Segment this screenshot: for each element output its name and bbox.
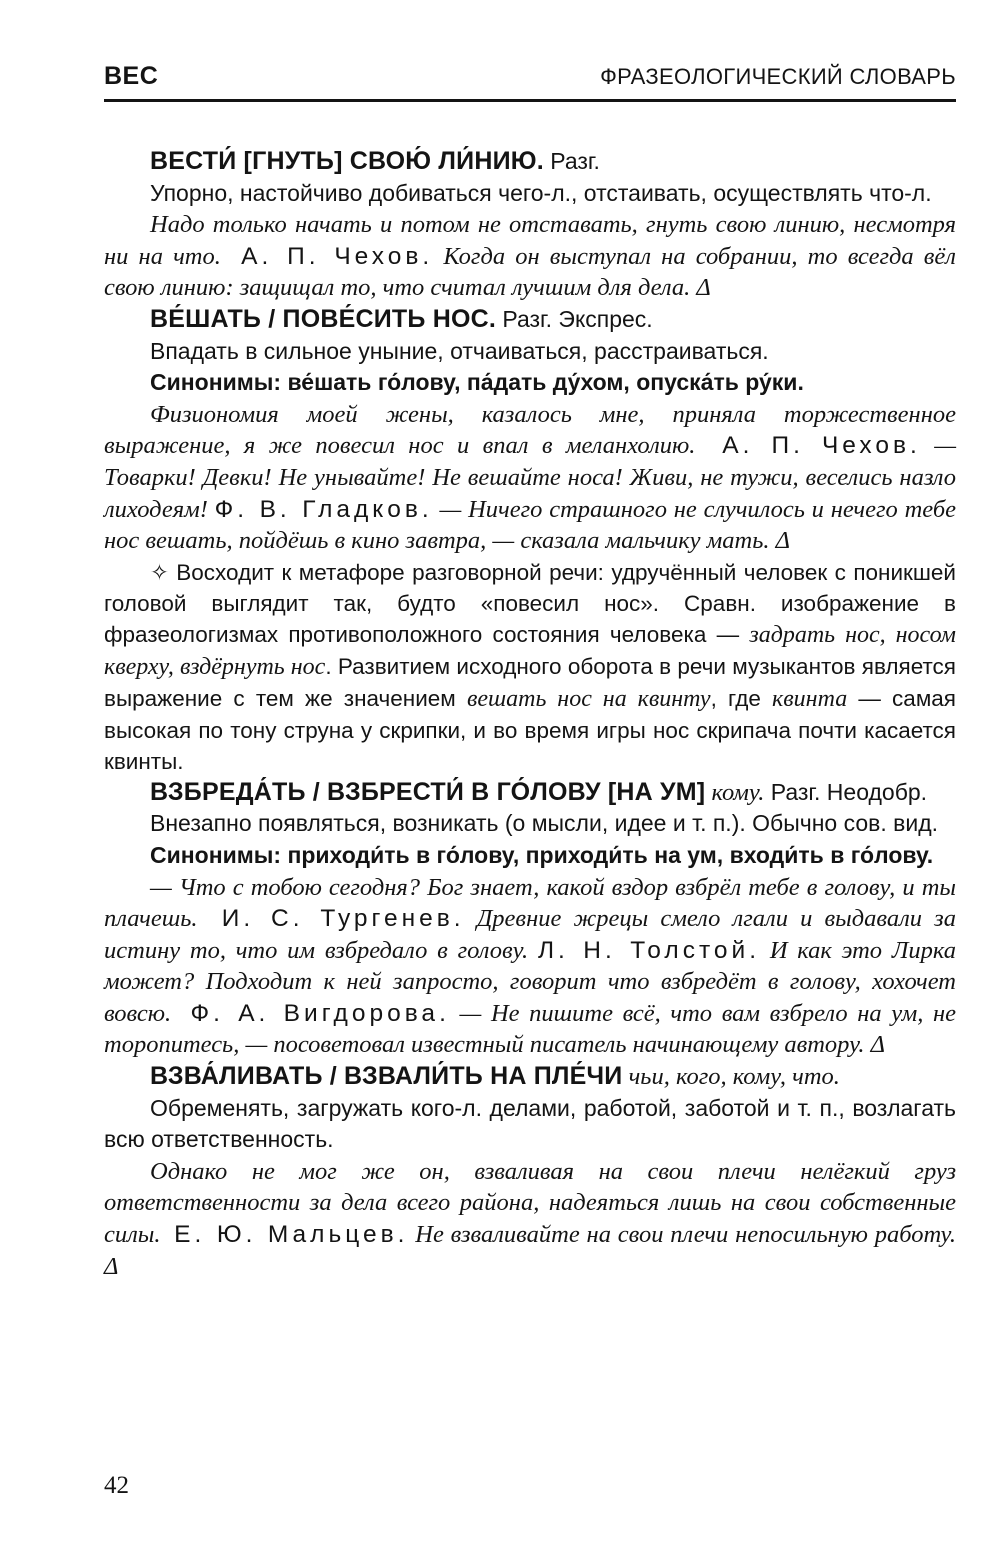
dictionary-body: [104, 146, 956, 1282]
entry-grammar: кому.: [705, 778, 765, 806]
example-text: Физиономия моей жены, казалось мне, приняла торжественное выражение, я же повесил нос и впал в меланхолию.: [104, 400, 956, 460]
synonyms-list: приходи́ть в го́лову, приходи́ть на ум, входи́ть в го́лову.: [287, 841, 934, 868]
entry-headword: ВЕСТИ́ [ГНУТЬ] СВОЮ́ ЛИ́НИЮ.: [150, 147, 544, 175]
entry-examples: [104, 872, 956, 1062]
example-text: — Ничего страшного не случилось и нечего тебе нос вешать, пойдёшь в кино завтра, — сказала мальчику мать. Δ: [104, 495, 957, 555]
synonyms-list: ве́шать го́лову, па́дать ду́хом, опуска́ть ру́ки.: [287, 369, 804, 396]
entry-grammar: чьи, кого, кому, что.: [622, 1063, 840, 1091]
etymology-text: ✧ Восходит к метафоре разговорной речи: удручённый человек с поникшей головой выглядит так, будто «повесил нос». Сравн. изображение в фразеологизмах противоположного состояния человека —: [104, 559, 956, 647]
entry-definition: Упорно, настойчиво добиваться чего-л., отстаивать, осуществлять что-л.: [150, 179, 932, 206]
entry-definition: Внезапно появляться, возникать (о мысли, идее и т. п.). Обычно сов. вид.: [150, 810, 939, 837]
entry-headword-line: [104, 304, 956, 336]
entry-headword: ВЗВА́ЛИВАТЬ / ВЗВАЛИ́ТЬ НА ПЛЕ́ЧИ: [150, 1062, 623, 1091]
running-header: [104, 62, 956, 98]
entry-style-label: Разг. Неодобр.: [764, 778, 928, 805]
entry-style-label: Разг.: [543, 148, 600, 174]
entry-definition: Впадать в сильное уныние, отчаиваться, расстраиваться.: [150, 337, 769, 364]
entry-etymology: [104, 557, 956, 777]
entry-examples: [104, 399, 956, 557]
entry-headword: ВЗБРЕДА́ТЬ / ВЗБРЕСТИ́ В ГО́ЛОВУ [НА УМ]: [150, 777, 706, 806]
page-number: 42: [104, 1472, 129, 1499]
header-book-title: ФРАЗЕОЛОГИЧЕСКИЙ СЛОВАРЬ: [600, 64, 956, 89]
etymology-text: — самая высокая по тону струна у скрипки, и во время игры нос скрипача почти касается квинты.: [104, 685, 956, 774]
example-author: Ф. В. Гладков.: [214, 495, 433, 523]
header-headword: ВЕС: [104, 62, 159, 90]
header-rule: [104, 99, 956, 102]
etymology-phrase: задрать нос, носом кверху, вздёрнуть нос: [104, 621, 956, 680]
example-text: — Не пишите всё, что вам взбрело на ум, не торопитесь, — посоветовал известный писатель начинающему автору. Δ: [104, 999, 957, 1059]
entry-headword-line: [104, 1061, 956, 1093]
entry-definition: Обременять, загружать кого-л. делами, работой, заботой и т. п., возлагать всю ответственность.: [104, 1094, 956, 1153]
example-text: Надо только начать и потом не отставать, гнуть свою линию, несмотря ни на что.: [104, 211, 956, 270]
example-text: Не взваливайте на свои плечи непосильную работу. Δ: [104, 1221, 957, 1280]
example-author: А. П. Чехов.: [722, 432, 921, 460]
example-text: Когда он выступал на собрании, то всегда вёл свою линию: защищал то, что считал лучшим для дела. Δ: [104, 242, 956, 302]
etymology-phrase: вешать нос на квинту: [466, 685, 711, 712]
entry-headword-line: [104, 777, 956, 809]
example-author: Ф. А. Вигдорова.: [190, 999, 450, 1027]
example-author: А. П. Чехов.: [241, 242, 434, 270]
entry-headword: ВЕ́ШАТЬ / ПОВЕ́СИТЬ НОС.: [150, 304, 496, 333]
example-author: И. С. Тургенев.: [221, 905, 465, 933]
synonyms-label: Синонимы:: [150, 841, 288, 868]
example-text: И как это Лирка может? Подходит к ней запросто, говорит что взбредёт в голову, хохочет вовсю.: [104, 936, 957, 1027]
entry-synonyms: [104, 840, 956, 872]
synonyms-label: Синонимы:: [150, 369, 288, 396]
etymology-phrase: квинта: [772, 685, 848, 712]
entry-synonyms: [104, 367, 956, 399]
etymology-text: . Развитием исходного оборота в речи музыкантов является выражение с тем же значением: [104, 653, 956, 711]
entry-style-label: Разг. Экспрес.: [496, 305, 653, 332]
entry-examples: [104, 1156, 956, 1282]
example-text: Древние жрецы смело лгали и выдавали за истину то, что им взбредало в голову.: [104, 905, 956, 964]
example-author: Л. Н. Толстой.: [537, 936, 761, 964]
example-text: — Товарки! Девки! Не унывайте! Не вешайте носа! Живи, не тужи, веселись назло лиходеям!: [104, 432, 957, 523]
example-text: Однако не мог же он, взваливая на свои плечи нелёгкий груз ответственности за дела всего района, надеяться лишь на свои собственные силы.: [104, 1157, 956, 1249]
entry-headword-line: [104, 146, 956, 178]
example-text: — Что с тобою сегодня? Бог знает, какой вздор взбрёл тебе в голову, и ты плачешь.: [104, 873, 956, 933]
example-author: Е. Ю. Мальцев.: [174, 1221, 409, 1249]
entry-examples: [104, 209, 956, 304]
etymology-text: , где: [710, 685, 773, 711]
